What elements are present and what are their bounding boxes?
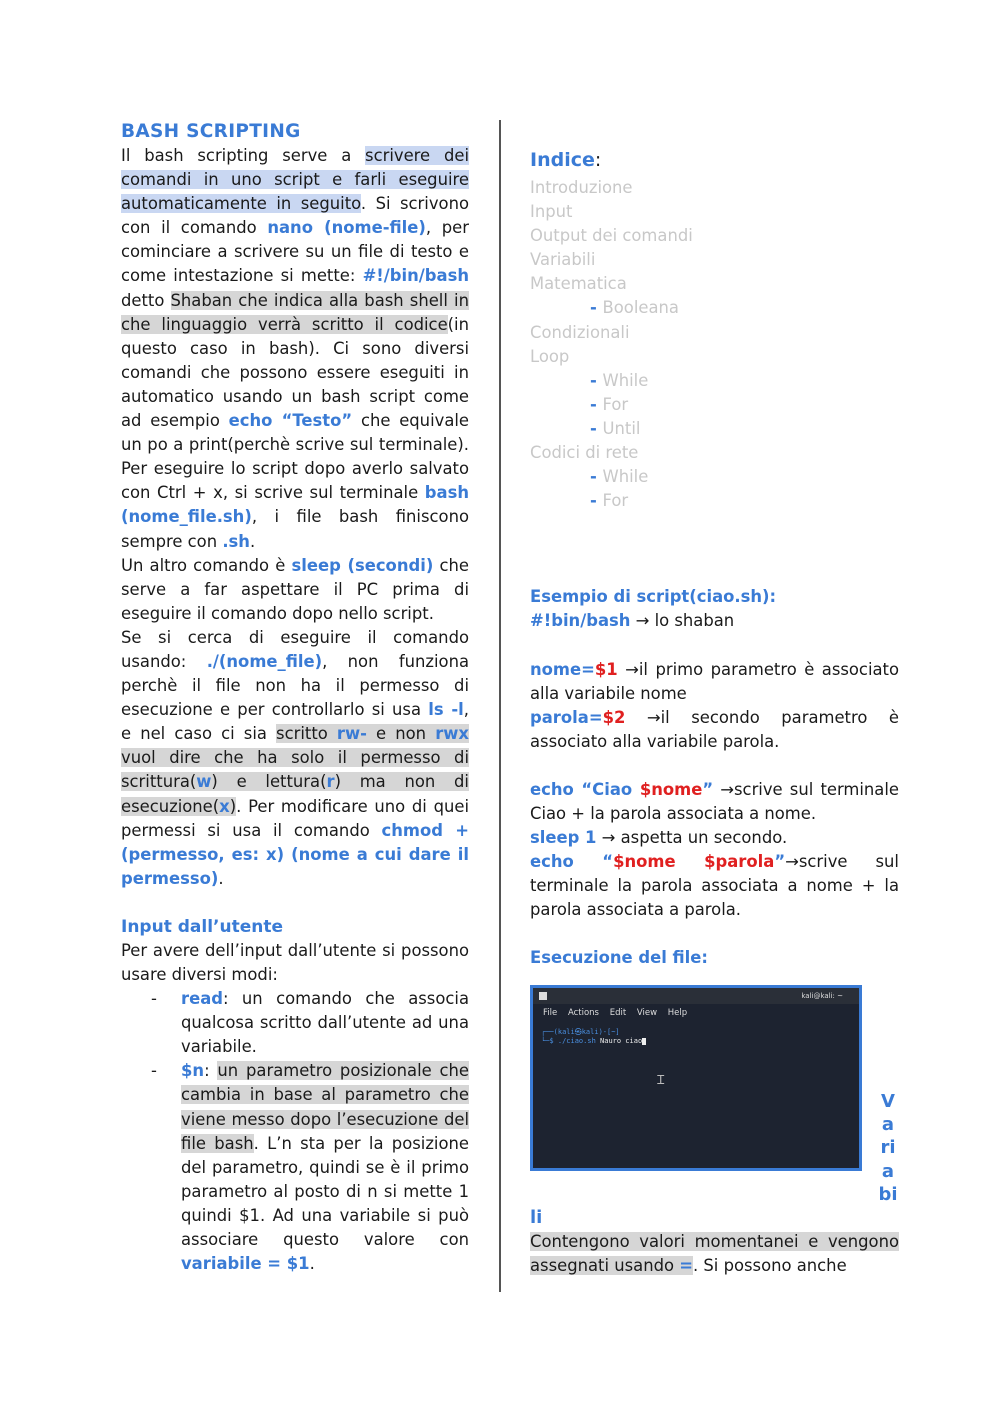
- index-item[interactable]: [530, 296, 899, 320]
- variables-heading-tail: li: [530, 1207, 543, 1228]
- text-run: .: [218, 868, 224, 888]
- text-run: e non: [366, 724, 436, 744]
- terminal-menu-edit[interactable]: Edit: [609, 1008, 627, 1018]
- text-run: ”: [702, 779, 714, 799]
- terminal-menu-view[interactable]: View: [636, 1008, 658, 1018]
- text-run: , i file bash finiscono sempre con: [121, 507, 469, 551]
- text-run: r: [326, 772, 335, 792]
- text-run: x: [219, 796, 230, 816]
- example-line-nome: [530, 658, 899, 706]
- example-line-parola: [530, 706, 899, 754]
- bullet-text: [181, 1059, 469, 1276]
- index-sub-dash: -: [590, 467, 603, 487]
- example-line-shaban: [530, 609, 899, 633]
- terminal-app-icon: [539, 992, 547, 1000]
- text-run: . Per modificare uno di quei permessi si usa il comando: [121, 796, 469, 840]
- index-sub-dash: -: [590, 394, 603, 414]
- index-title: Indice:: [530, 149, 602, 171]
- text-run: .: [249, 531, 256, 551]
- vertical-heading-chunk: a: [881, 1160, 895, 1182]
- text-run: =: [679, 1256, 693, 1276]
- text-run: . Si scrivono con il comando: [121, 194, 469, 238]
- index-sub-dash: -: [590, 298, 603, 318]
- terminal-menu-actions[interactable]: Actions: [567, 1008, 599, 1018]
- index-item[interactable]: [530, 200, 899, 224]
- text-run: nano (nome-file): [267, 218, 426, 238]
- page-title: BASH SCRIPTING: [121, 121, 301, 142]
- terminal-menu-file[interactable]: File: [543, 1008, 558, 1018]
- text-run: $2: [602, 707, 626, 727]
- text-run: ”: [774, 852, 786, 872]
- terminal-command: └─$ ./ciao.sh: [541, 1037, 596, 1045]
- terminal-titlebar: [533, 988, 859, 1004]
- text-run: sleep (secondi): [291, 555, 434, 575]
- text-run: ) ma non di esecuzione(: [121, 772, 469, 816]
- terminal-screenshot: [530, 985, 862, 1171]
- text-run: , per cominciare a scrivere su un file di testo e come intestazione si mette:: [121, 218, 469, 286]
- text-run: Shaban che indica alla bash shell in che linguaggio verrà scritto il codice: [121, 290, 469, 334]
- list-item-read: [121, 987, 469, 1059]
- index-item[interactable]: [530, 345, 899, 369]
- execution-title: Esecuzione del file:: [530, 948, 708, 968]
- text-run: nome=: [530, 659, 595, 679]
- sleep-paragraph: [121, 554, 469, 626]
- index-item-label: Until: [602, 418, 641, 438]
- text-run: , non funziona perchè il file non ha il permesso di esecuzione e per controllarlo si usa: [121, 651, 469, 720]
- text-run: →scrive sul terminale la parola associata a nome + la parola associata a parola.: [530, 852, 899, 920]
- index-item-label: Input: [530, 202, 573, 222]
- text-run: $1: [594, 659, 618, 679]
- text-run: .sh: [222, 531, 250, 551]
- text-run: w: [196, 772, 212, 792]
- index-item[interactable]: [530, 441, 899, 465]
- variables-section: [530, 1206, 899, 1278]
- text-run: read: [181, 989, 223, 1009]
- variables-heading-vertical: [876, 1090, 900, 1206]
- example-line-echo-vars: [530, 850, 899, 922]
- text-run: un parametro posizionale che cambia in base al parametro che viene messo dopo l’esecuzione del file bash: [181, 1061, 470, 1153]
- text-run: sleep 1: [530, 828, 597, 848]
- text-run: ): [229, 796, 237, 816]
- right-column: [530, 120, 899, 971]
- terminal-menubar: [533, 1004, 859, 1022]
- input-paragraph: [121, 939, 469, 987]
- index-item[interactable]: [530, 176, 899, 200]
- text-run: ./(nome_file): [206, 651, 323, 671]
- variables-paragraph: [530, 1230, 899, 1278]
- text-run: vuol dire che ha solo il permesso di scrittura(: [121, 748, 469, 792]
- index-item[interactable]: [530, 417, 899, 441]
- terminal-cursor: [642, 1038, 646, 1045]
- text-run: ls -l: [428, 700, 464, 720]
- vertical-heading-chunk: ri: [880, 1137, 896, 1159]
- text-run: Il bash scripting serve a: [121, 146, 366, 165]
- text-run: #!/bin/bash: [362, 266, 469, 286]
- index-item-label: For: [602, 394, 629, 414]
- text-run: → aspetta un secondo.: [596, 828, 788, 848]
- index-item[interactable]: [530, 369, 899, 393]
- column-divider: [499, 120, 501, 1292]
- example-line-sleep: [530, 826, 899, 850]
- text-run: che serve a far aspettare il PC prima di eseguire il comando dopo nello script.: [121, 555, 469, 623]
- text-run: #!bin/bash: [530, 611, 631, 631]
- bullet-dash: -: [151, 1061, 157, 1081]
- text-run: , e nel caso ci sia: [121, 700, 469, 744]
- text-run: che equivale un po a print(perchè scrive sul terminale). Per eseguire lo script dopo averlo salvato con Ctrl + x, si scrive sul terminale: [121, 411, 470, 503]
- index-item-label: Codici di rete: [530, 443, 639, 463]
- example-title: Esempio di script(ciao.sh):: [530, 587, 777, 607]
- text-run: Per avere dell’input dall’utente si possono usare diversi modi:: [121, 940, 469, 984]
- text-run: Se si cerca di eseguire il comando usando:: [121, 627, 469, 671]
- index-sub-dash: -: [590, 491, 603, 511]
- index-item[interactable]: [530, 393, 899, 417]
- index-list: [530, 176, 899, 513]
- text-run: →il secondo parametro è associato alla variabile parola.: [530, 707, 899, 751]
- text-run: →scrive sul terminale Ciao + la parola associata a nome.: [530, 779, 899, 823]
- index-item-label: Booleana: [602, 298, 679, 318]
- text-run: .: [309, 1254, 315, 1274]
- index-item[interactable]: [530, 321, 899, 345]
- index-item-label: While: [602, 370, 649, 390]
- text-run: Un altro comando è: [121, 555, 292, 575]
- vertical-heading-chunk: bi: [878, 1183, 898, 1205]
- index-sub-dash: -: [590, 370, 603, 390]
- index-item-label: Matematica: [530, 274, 627, 294]
- text-run: (in questo caso in bash). Ci sono diversi comandi che possono essere eseguiti in automatico usando un bash script come ad esempio: [121, 314, 469, 431]
- index-item-label: While: [602, 467, 649, 487]
- index-item-label: Introduzione: [530, 178, 633, 197]
- left-column: [121, 120, 469, 1276]
- text-run: : un comando che associa qualcosa scritto dall’utente ad una variabile.: [181, 989, 469, 1057]
- terminal-args: Nauro ciao: [600, 1037, 643, 1045]
- index-sub-dash: -: [590, 418, 603, 438]
- index-item-label: For: [602, 491, 629, 511]
- text-run: rwx: [435, 724, 469, 744]
- index-item-label: Output dei comandi: [530, 226, 693, 246]
- text-run: →il primo parametro è associato alla variabile nome: [530, 659, 899, 703]
- text-run: echo “: [530, 852, 614, 872]
- index-item-label: Variabili: [530, 250, 596, 270]
- text-run: chmod +(permesso, es: x) (nome a cui dare il permesso): [121, 820, 469, 888]
- vertical-heading-chunk: V: [881, 1091, 895, 1112]
- index-item[interactable]: [530, 248, 899, 272]
- text-run: scritto: [276, 724, 337, 744]
- vertical-heading-chunk: a: [881, 1114, 895, 1136]
- text-run: ) e lettura(: [211, 772, 327, 792]
- text-run: . L’n sta per la posizione del parametro, quindi se è il primo parametro al posto di n si mette 1 quindi $1. Ad una variabile si può associare questo valore con: [181, 1133, 469, 1250]
- index-item[interactable]: [530, 465, 899, 489]
- text-run: $nome: [639, 779, 703, 799]
- text-run: rw-: [336, 724, 367, 744]
- index-item[interactable]: [530, 489, 899, 513]
- terminal-window-title: kali@kali: ~: [801, 992, 843, 1000]
- terminal-menu-help[interactable]: Help: [667, 1008, 688, 1018]
- index-item-label: Loop: [530, 346, 570, 366]
- example-line-echo-ciao: [530, 778, 899, 826]
- text-run: . Si possono anche: [692, 1256, 847, 1276]
- index-item[interactable]: [530, 272, 899, 296]
- text-run: Contengono valori momentanei e vengono assegnati usando: [530, 1232, 899, 1276]
- text-run: bash (nome_file.sh): [121, 483, 469, 527]
- text-cursor-icon: Ꮖ: [657, 1073, 665, 1087]
- text-run: echo “Testo”: [228, 411, 353, 431]
- text-run: variabile = $1: [181, 1254, 310, 1274]
- permissions-paragraph: [121, 626, 469, 891]
- text-run: parola=: [530, 707, 603, 727]
- index-item-label: Condizionali: [530, 322, 630, 342]
- bullet-text: [181, 987, 469, 1059]
- text-run: echo “Ciao: [530, 779, 640, 799]
- list-item-positional-parameter: [121, 1059, 469, 1276]
- index-item[interactable]: [530, 224, 899, 248]
- terminal-command-line[interactable]: [533, 1037, 859, 1046]
- input-heading: Input dall’utente: [121, 916, 284, 937]
- text-run: $nome $parola: [613, 852, 775, 872]
- text-run: scrivere dei comandi in uno script e farli eseguire automaticamente in seguito: [121, 146, 469, 214]
- text-run: → lo shaban: [630, 611, 735, 631]
- intro-paragraph: [121, 144, 469, 554]
- terminal-prompt: ┌──(kali㉿kali)-[~]: [541, 1028, 620, 1036]
- text-run: :: [204, 1061, 218, 1081]
- text-run: detto: [121, 290, 171, 310]
- bullet-dash: -: [151, 989, 157, 1009]
- text-run: $n: [181, 1061, 205, 1081]
